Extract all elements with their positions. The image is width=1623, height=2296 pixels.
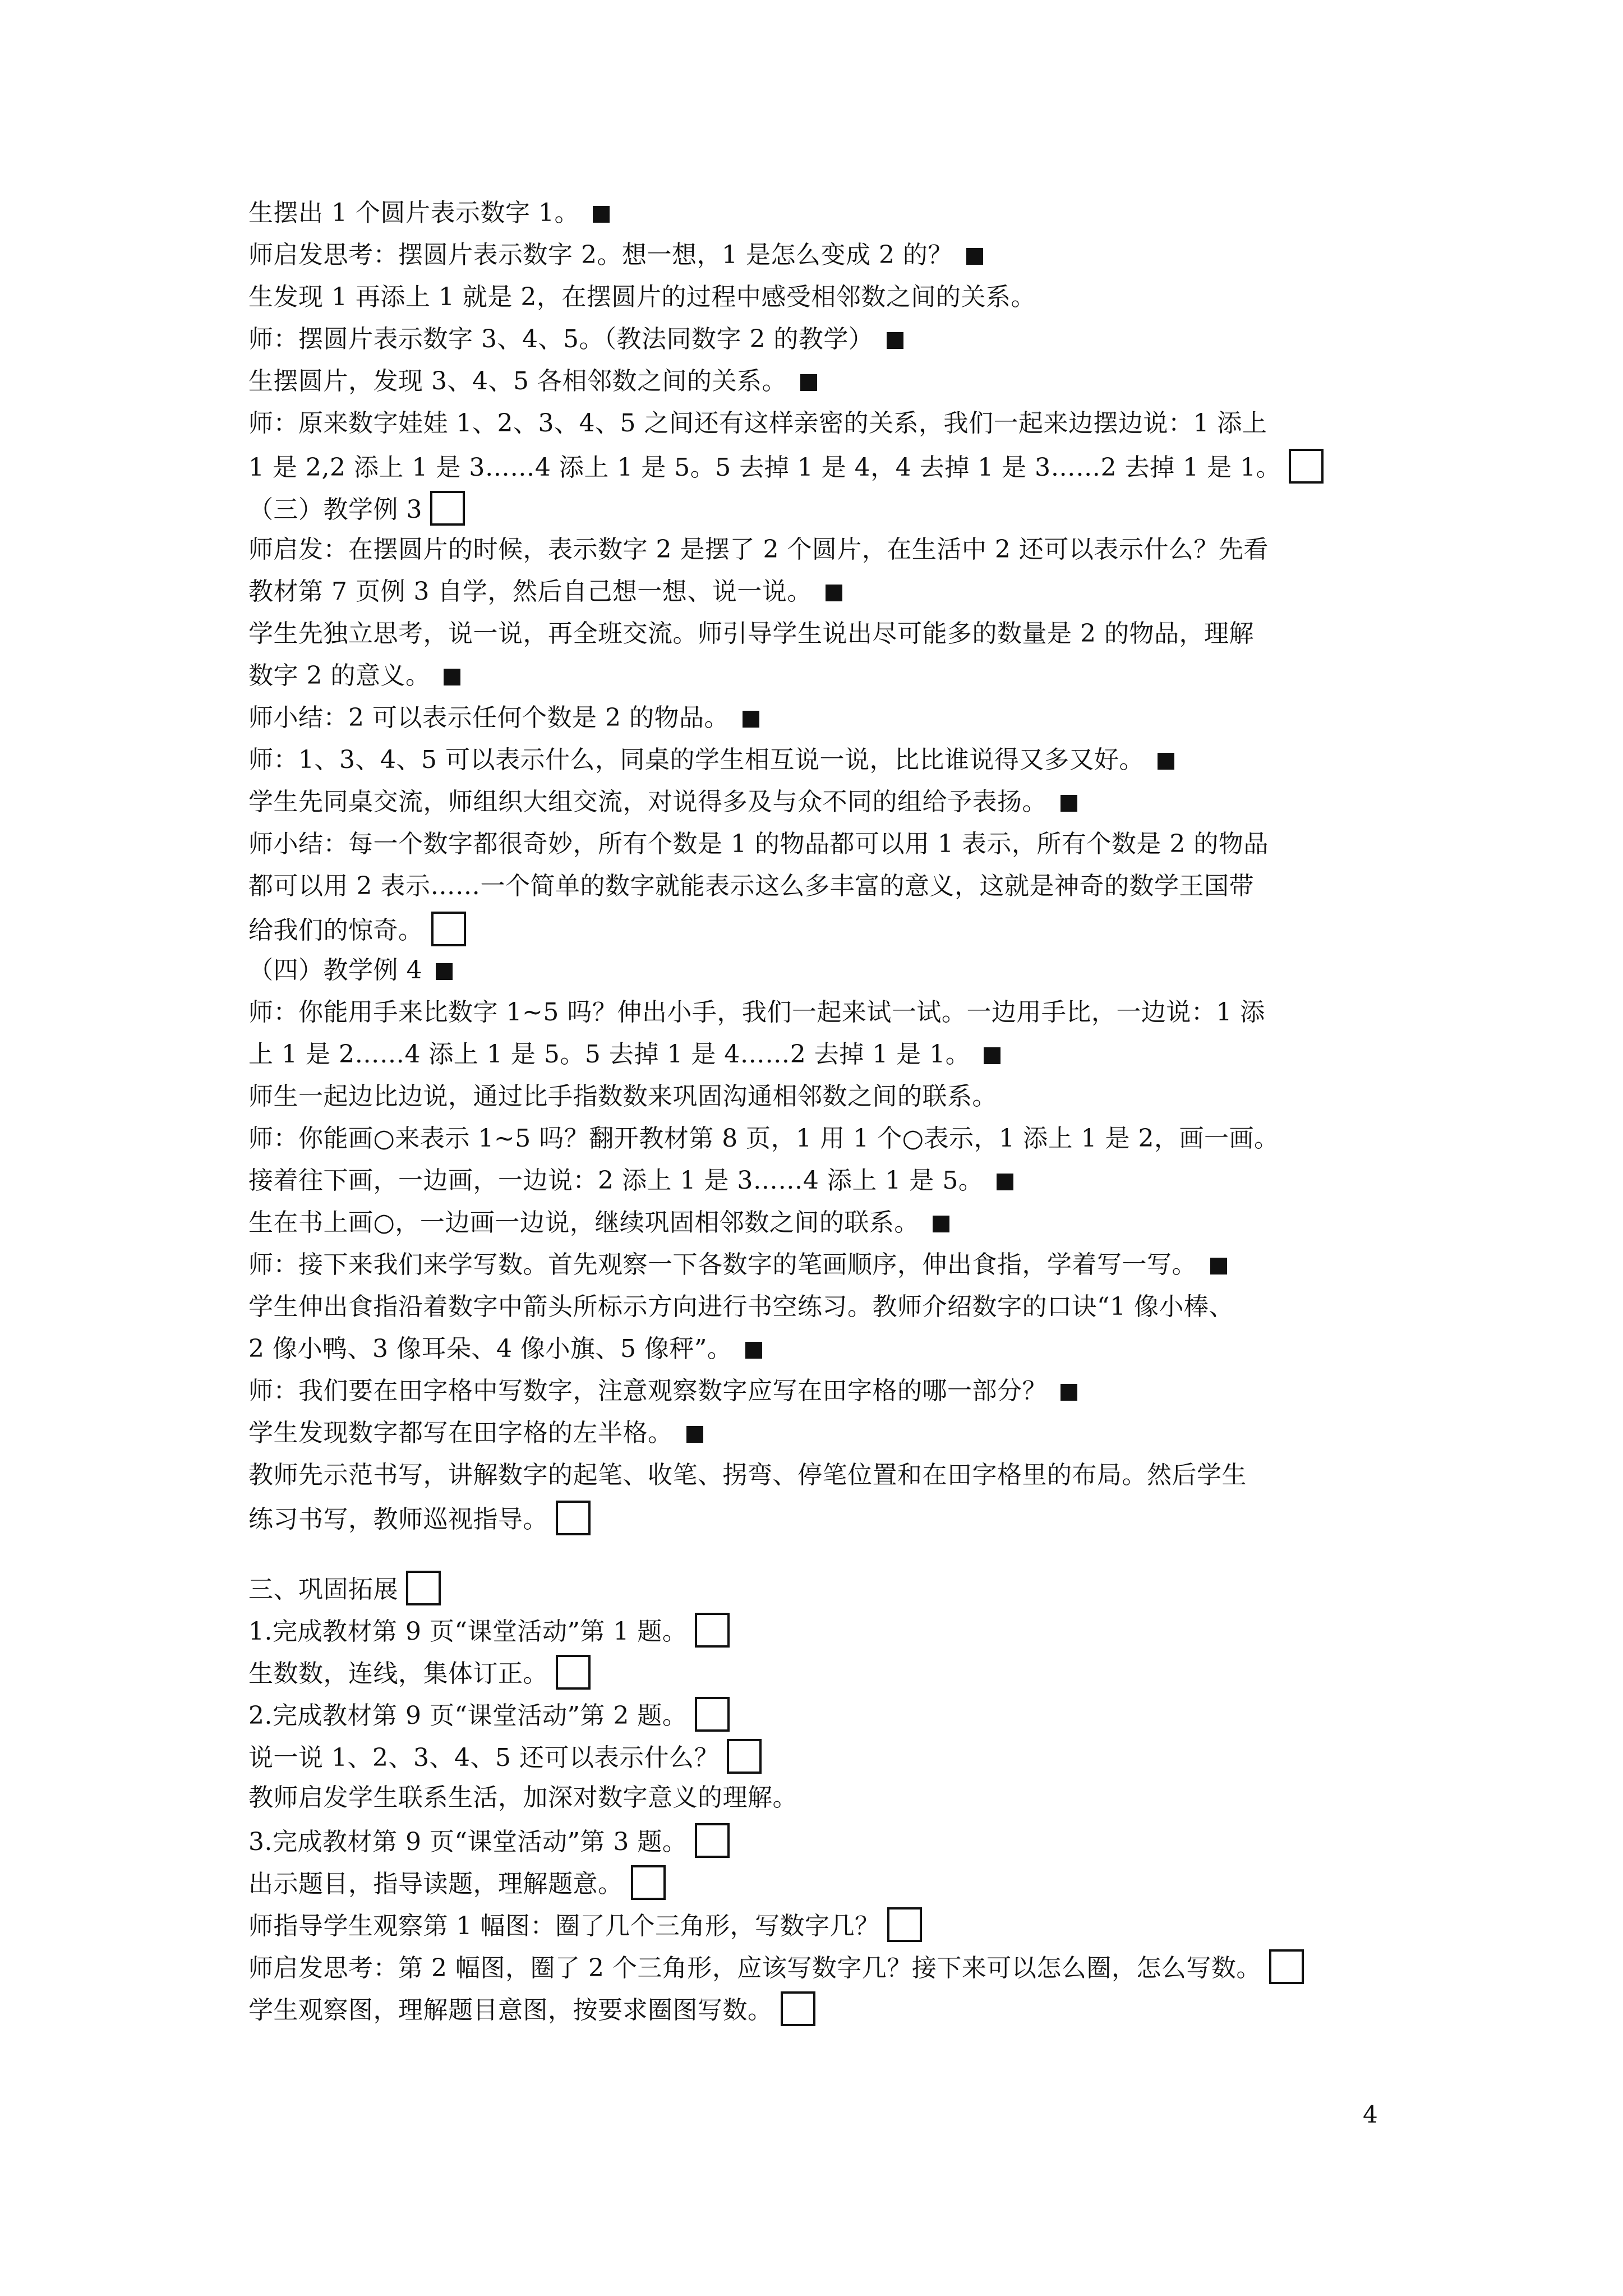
line-text: 教材第 7 页例 3 自学，然后自己想一想、说一说。 <box>248 577 812 606</box>
line-text: 学生先同桌交流，师组织大组交流，对说得多及与众不同的组给予表扬。 <box>248 788 1047 816</box>
text-line <box>248 1458 1393 1492</box>
text-line <box>248 1248 1393 1282</box>
line-text: 学生观察图，理解题目意图，按要求圈图写数。 <box>248 1996 773 2024</box>
line-text: 学生伸出食指沿着数字中箭头所标示方向进行书空练习。教师介绍数字的口诀“1 像小棒、 <box>248 1292 1234 1321</box>
line-text: 生发现 1 再添上 1 就是 2，在摆圆片的过程中感受相邻数之间的关系。 <box>248 283 1036 311</box>
filled-square-icon <box>1210 1258 1227 1274</box>
empty-box-icon <box>631 1865 666 1900</box>
text-line <box>248 280 1393 314</box>
line-text: 师小结：2 可以表示任何个数是 2 的物品。 <box>248 703 729 732</box>
text-line <box>248 1374 1393 1408</box>
filled-square-icon <box>1061 795 1077 812</box>
text-line <box>248 575 1393 609</box>
text-line <box>248 743 1393 777</box>
line-text: 教师启发学生联系生活，加深对数字意义的理解。 <box>248 1783 797 1812</box>
text-line <box>248 1571 1393 1604</box>
line-text: 接着往下画，一边画，一边说：2 添上 1 是 3……4 添上 1 是 5。 <box>248 1166 984 1195</box>
empty-box-icon <box>727 1739 762 1774</box>
line-text: 师：你能画○来表示 1~5 吗？翻开教材第 8 页，1 用 1 个○表示，1 添上 1 是 2，画一画。 <box>248 1124 1279 1153</box>
text-line <box>248 1122 1393 1156</box>
filled-square-icon <box>984 1047 1000 1064</box>
text-line <box>248 912 1393 945</box>
text-line <box>248 1164 1393 1198</box>
text-line <box>248 1991 1393 2025</box>
text-line <box>248 1823 1393 1857</box>
filled-square-icon <box>887 332 903 349</box>
line-text: 师小结：每一个数字都很奇妙，所有个数是 1 的物品都可以用 1 表示，所有个数是 2 的物品 <box>248 830 1269 858</box>
line-text: 师指导学生观察第 1 幅图：圈了几个三角形，写数字几？ <box>248 1912 880 1940</box>
line-text: 师：原来数字娃娃 1、2、3、4、5 之间还有这样亲密的关系，我们一起来边摆边说：1 添上 <box>248 409 1267 438</box>
line-text: 师启发思考：摆圆片表示数字 2。想一想，1 是怎么变成 2 的？ <box>248 241 953 269</box>
line-text: 师启发：在摆圆片的时候，表示数字 2 是摆了 2 个圆片，在生活中 2 还可以表示什么？先看 <box>248 535 1269 564</box>
text-line <box>248 617 1393 651</box>
line-text: 生摆圆片，发现 3、4、5 各相邻数之间的关系。 <box>248 367 787 395</box>
text-line <box>248 996 1393 1029</box>
line-text: 师：摆圆片表示数字 3、4、5。（教法同数字 2 的教学） <box>248 325 874 353</box>
text-line <box>248 1739 1393 1773</box>
text-line <box>248 827 1393 861</box>
empty-box-icon <box>695 1823 730 1858</box>
empty-box-icon <box>695 1613 730 1648</box>
line-text: 教师先示范书写，讲解数字的起笔、收笔、拐弯、停笔位置和在田字格里的布局。然后学生 <box>248 1461 1247 1489</box>
line-text: 2.完成教材第 9 页“课堂活动”第 2 题。 <box>248 1701 688 1730</box>
filled-square-icon <box>444 669 460 685</box>
text-line <box>248 1038 1393 1071</box>
text-line <box>248 1949 1393 1983</box>
page-number: 4 <box>1363 2101 1378 2128</box>
text-line <box>248 1080 1393 1114</box>
line-text: 师：你能用手来比数字 1~5 吗？伸出小手，我们一起来试一试。一边用手比，一边说：1 添 <box>248 998 1265 1027</box>
filled-square-icon <box>997 1174 1013 1190</box>
filled-square-icon <box>686 1426 703 1443</box>
line-text: （四）教学例 4 <box>248 956 422 984</box>
line-text: 出示题目，指导读题，理解题意。 <box>248 1870 623 1898</box>
text-line <box>248 785 1393 819</box>
line-text: （三）教学例 3 <box>248 495 422 524</box>
text-line <box>248 954 1393 987</box>
filled-square-icon <box>745 1342 762 1359</box>
line-text: 说一说 1、2、3、4、5 还可以表示什么？ <box>248 1743 719 1772</box>
filled-square-icon <box>1061 1384 1077 1401</box>
filled-square-icon <box>800 374 817 391</box>
empty-box-icon <box>1289 449 1324 484</box>
text-line <box>248 869 1393 903</box>
text-line <box>248 1501 1393 1534</box>
filled-square-icon <box>826 585 842 601</box>
text-line <box>248 659 1393 693</box>
text-line <box>248 238 1393 272</box>
line-text: 给我们的惊奇。 <box>248 916 423 945</box>
line-text: 生在书上画○，一边画一边说，继续巩固相邻数之间的联系。 <box>248 1208 919 1237</box>
empty-box-icon <box>430 491 465 526</box>
filled-square-icon <box>436 963 453 980</box>
text-line <box>248 1290 1393 1324</box>
line-text: 师：1、3、4、5 可以表示什么，同桌的学生相互说一说，比比谁说得又多又好。 <box>248 746 1144 774</box>
line-text: 练习书写，教师巡视指导。 <box>248 1505 548 1534</box>
line-text: 生数数，连线，集体订正。 <box>248 1659 548 1688</box>
empty-box-icon <box>781 1991 815 2026</box>
line-text: 数字 2 的意义。 <box>248 661 431 690</box>
text-line <box>248 1332 1393 1366</box>
line-text: 3.完成教材第 9 页“课堂活动”第 3 题。 <box>248 1828 688 1856</box>
line-text: 1.完成教材第 9 页“课堂活动”第 1 题。 <box>248 1617 688 1646</box>
line-text: 学生发现数字都写在田字格的左半格。 <box>248 1419 673 1447</box>
text-line <box>248 533 1393 567</box>
text-line <box>248 407 1393 440</box>
line-text: 师：我们要在田字格中写数字，注意观察数字应写在田字格的哪一部分？ <box>248 1377 1047 1405</box>
text-line <box>248 323 1393 356</box>
line-text: 都可以用 2 表示……一个简单的数字就能表示这么多丰富的意义，这就是神奇的数学王国带 <box>248 872 1254 900</box>
line-text: 师生一起边比边说，通过比手指数数来巩固沟通相邻数之间的联系。 <box>248 1082 997 1111</box>
empty-box-icon <box>556 1501 591 1535</box>
line-text: 2 像小鸭、3 像耳朵、4 像小旗、5 像秤”。 <box>248 1335 732 1363</box>
text-line <box>248 1613 1393 1646</box>
text-line <box>248 1781 1393 1815</box>
filled-square-icon <box>1158 753 1174 770</box>
line-text: 师启发思考：第 2 幅图，圈了 2 个三角形，应该写数字几？接下来可以怎么圈，怎么写数。 <box>248 1954 1261 1982</box>
empty-box-icon <box>1269 1949 1304 1984</box>
filled-square-icon <box>593 206 610 223</box>
empty-box-icon <box>887 1907 922 1942</box>
line-text: 学生先独立思考，说一说，再全班交流。师引导学生说出尽可能多的数量是 2 的物品，理解 <box>248 619 1254 648</box>
text-line <box>248 449 1393 482</box>
text-line <box>248 196 1393 230</box>
empty-box-icon <box>406 1571 441 1605</box>
line-text: 上 1 是 2……4 添上 1 是 5。5 去掉 1 是 4……2 去掉 1 是 1。 <box>248 1040 971 1069</box>
text-line <box>248 1655 1393 1688</box>
line-text: 生摆出 1 个圆片表示数字 1。 <box>248 199 579 227</box>
empty-box-icon <box>556 1655 591 1690</box>
text-line <box>248 1697 1393 1731</box>
text-line <box>248 365 1393 398</box>
line-text: 师：接下来我们来学写数。首先观察一下各数字的笔画顺序，伸出食指，学着写一写。 <box>248 1250 1197 1279</box>
filled-square-icon <box>966 248 983 265</box>
text-line <box>248 701 1393 735</box>
filled-square-icon <box>933 1216 949 1232</box>
text-line <box>248 491 1393 524</box>
empty-box-icon <box>695 1697 730 1732</box>
filled-square-icon <box>743 711 759 728</box>
text-line <box>248 1206 1393 1240</box>
empty-box-icon <box>431 912 466 946</box>
line-text: 三、巩固拓展 <box>248 1575 398 1604</box>
line-text: 1 是 2,2 添上 1 是 3……4 添上 1 是 5。5 去掉 1 是 4，4 去掉 1 是 3……2 去掉 1 是 1。 <box>248 453 1281 482</box>
text-line <box>248 1865 1393 1899</box>
text-line <box>248 1416 1393 1450</box>
text-line <box>248 1907 1393 1941</box>
